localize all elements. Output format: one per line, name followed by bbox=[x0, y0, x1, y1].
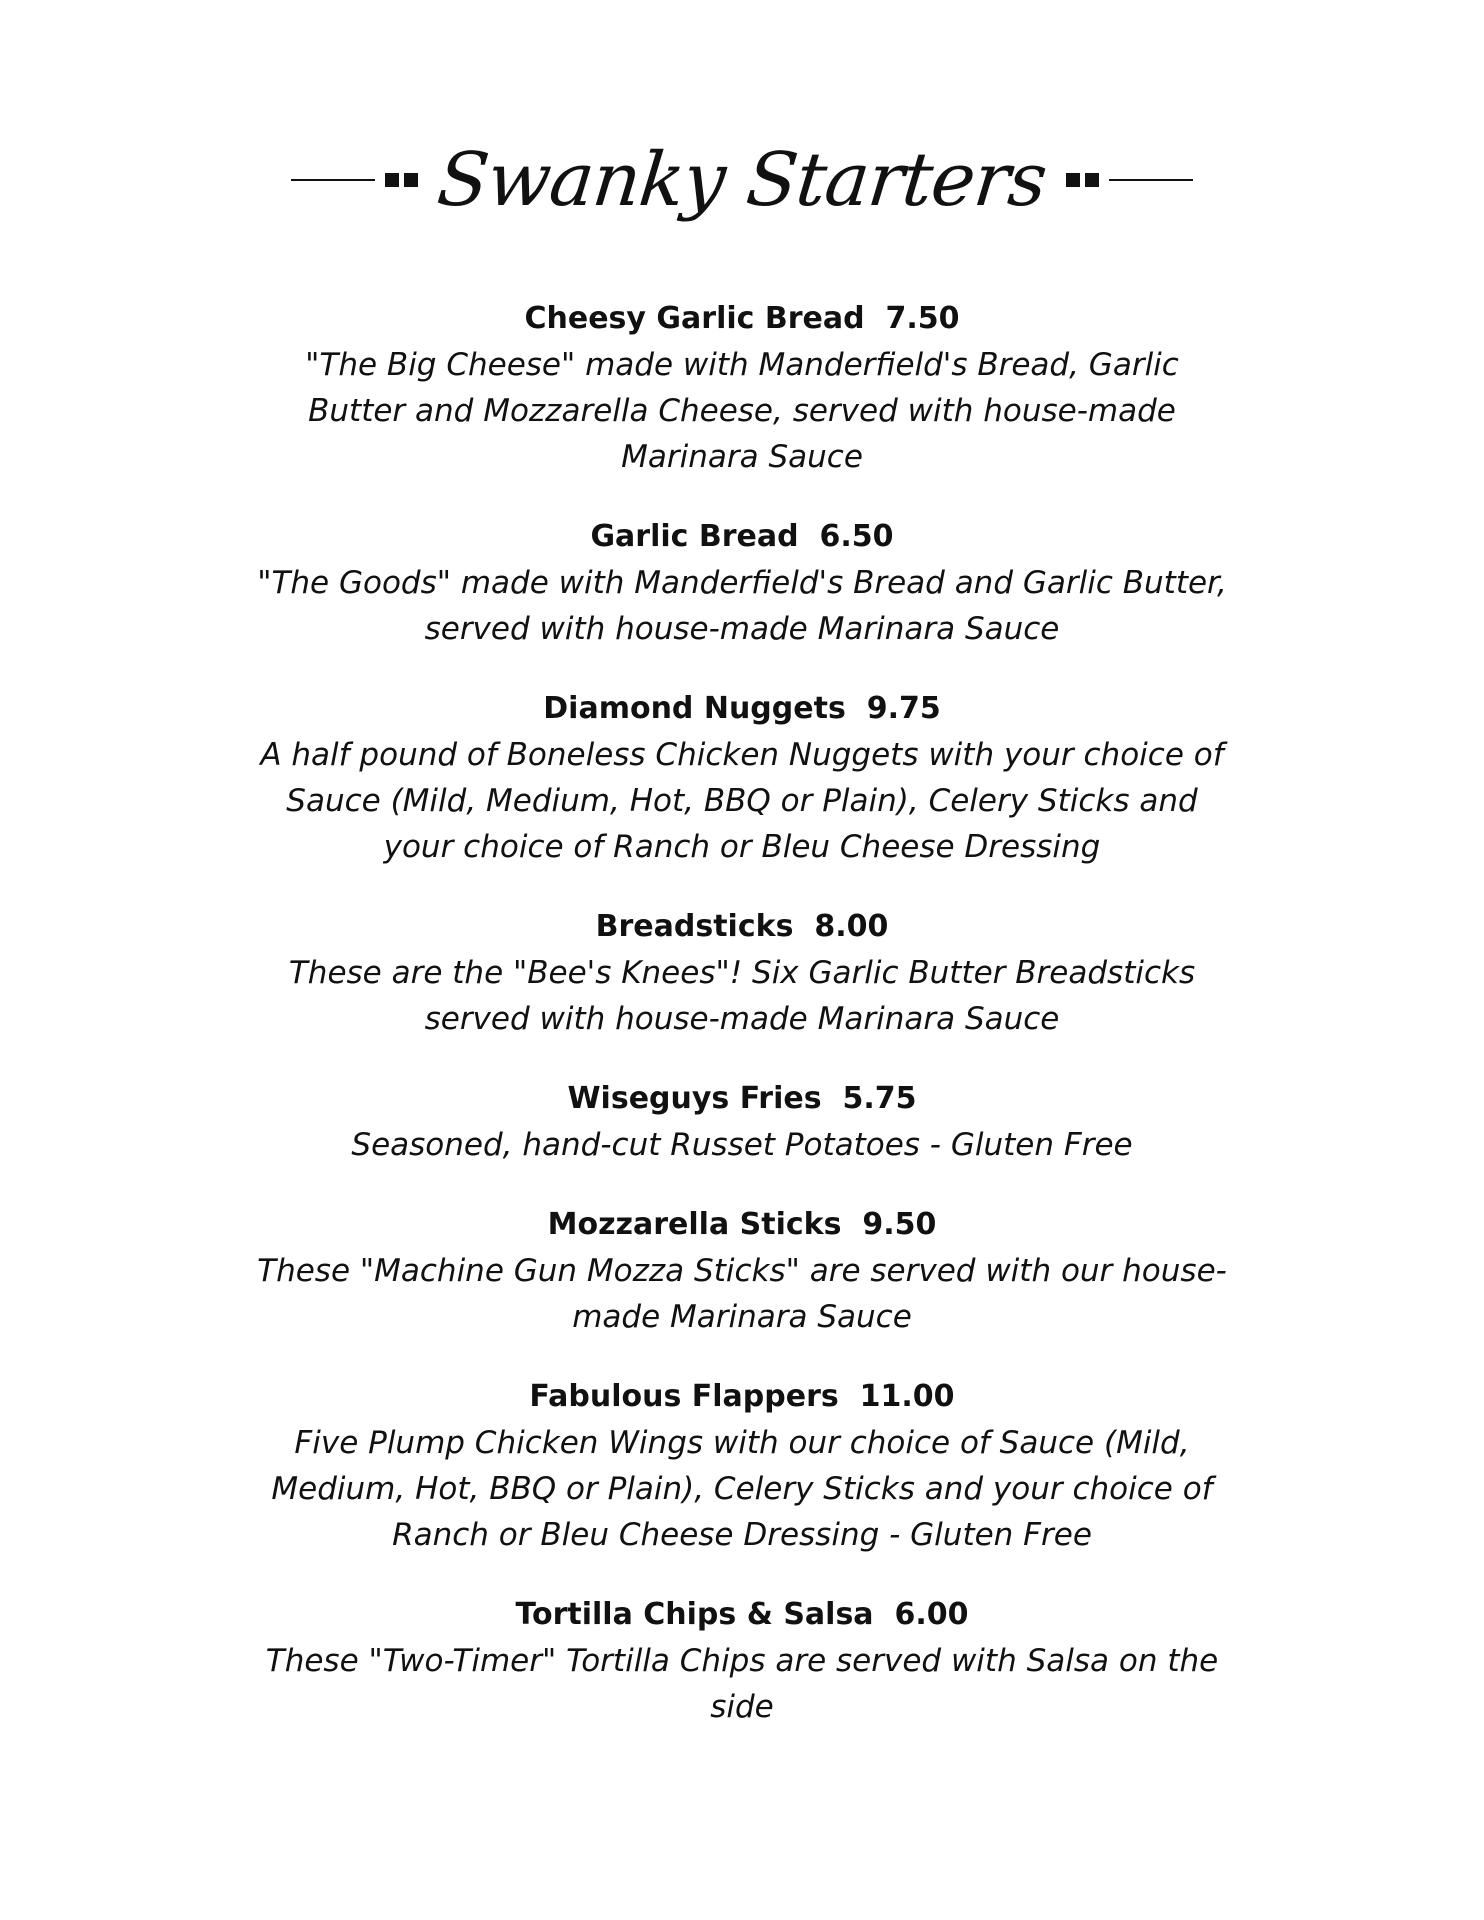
item-heading bbox=[242, 514, 1242, 560]
menu-item bbox=[242, 1592, 1242, 1730]
square-ornament bbox=[385, 173, 399, 187]
item-name: Breadsticks bbox=[595, 909, 794, 944]
item-description: These are the "Bee's Knees"! Six Garlic Butter Breadsticks served with house-made Marinara Sauce bbox=[288, 955, 1196, 1037]
item-price: 7.50 bbox=[885, 301, 960, 336]
item-heading bbox=[242, 296, 1242, 342]
item-price: 6.50 bbox=[819, 519, 894, 554]
menu-list bbox=[0, 296, 1484, 1764]
item-name: Cheesy Garlic Bread bbox=[524, 301, 865, 336]
menu-item bbox=[242, 904, 1242, 1042]
menu-item bbox=[242, 296, 1242, 480]
item-description: "The Goods" made with Manderfield's Bread and Garlic Butter, served with house-made Marinara Sauce bbox=[257, 565, 1227, 647]
item-price: 6.00 bbox=[894, 1597, 969, 1632]
menu-item bbox=[242, 1076, 1242, 1168]
item-price: 9.50 bbox=[862, 1207, 937, 1242]
item-name: Fabulous Flappers bbox=[529, 1379, 839, 1414]
item-price: 5.75 bbox=[842, 1081, 917, 1116]
item-name: Garlic Bread bbox=[590, 519, 799, 554]
menu-item bbox=[242, 1202, 1242, 1340]
item-heading bbox=[242, 1592, 1242, 1638]
item-heading bbox=[242, 1202, 1242, 1248]
item-description: Seasoned, hand-cut Russet Potatoes - Gluten Free bbox=[351, 1127, 1133, 1163]
item-description: "The Big Cheese" made with Manderfield's Bread, Garlic Butter and Mozzarella Cheese, served with house-made Marinara Sauce bbox=[305, 347, 1179, 475]
item-name: Diamond Nuggets bbox=[543, 691, 846, 726]
menu-header bbox=[0, 120, 1484, 240]
item-description: These "Machine Gun Mozza Sticks" are served with our house-made Marinara Sauce bbox=[257, 1253, 1227, 1335]
item-description: These "Two-Timer" Tortilla Chips are served with Salsa on the side bbox=[265, 1643, 1219, 1725]
item-name: Wiseguys Fries bbox=[567, 1081, 822, 1116]
item-description: Five Plump Chicken Wings with our choice of Sauce (Mild, Medium, Hot, BBQ or Plain), Celery Sticks and your choice of Ranch or Bleu Cheese Dressing - Gluten Free bbox=[271, 1425, 1213, 1553]
menu-title: Swanky Starters bbox=[433, 137, 1051, 223]
left-rule bbox=[291, 179, 375, 181]
right-ornament bbox=[1066, 173, 1099, 187]
menu-item bbox=[242, 686, 1242, 870]
square-ornament bbox=[404, 173, 418, 187]
item-name: Tortilla Chips & Salsa bbox=[515, 1597, 874, 1632]
menu-item bbox=[242, 1374, 1242, 1558]
left-ornament bbox=[385, 173, 418, 187]
item-price: 9.75 bbox=[866, 691, 941, 726]
right-rule bbox=[1109, 179, 1193, 181]
item-heading bbox=[242, 904, 1242, 950]
menu-item bbox=[242, 514, 1242, 652]
item-name: Mozzarella Sticks bbox=[547, 1207, 842, 1242]
item-heading bbox=[242, 1076, 1242, 1122]
square-ornament bbox=[1066, 173, 1080, 187]
item-description: A half pound of Boneless Chicken Nuggets with your choice of Sauce (Mild, Medium, Hot, BBQ or Plain), Celery Sticks and your choice of Ranch or Bleu Cheese Dressing bbox=[260, 737, 1224, 865]
item-heading bbox=[242, 686, 1242, 732]
item-price: 8.00 bbox=[814, 909, 889, 944]
square-ornament bbox=[1085, 173, 1099, 187]
item-heading bbox=[242, 1374, 1242, 1420]
item-price: 11.00 bbox=[859, 1379, 955, 1414]
